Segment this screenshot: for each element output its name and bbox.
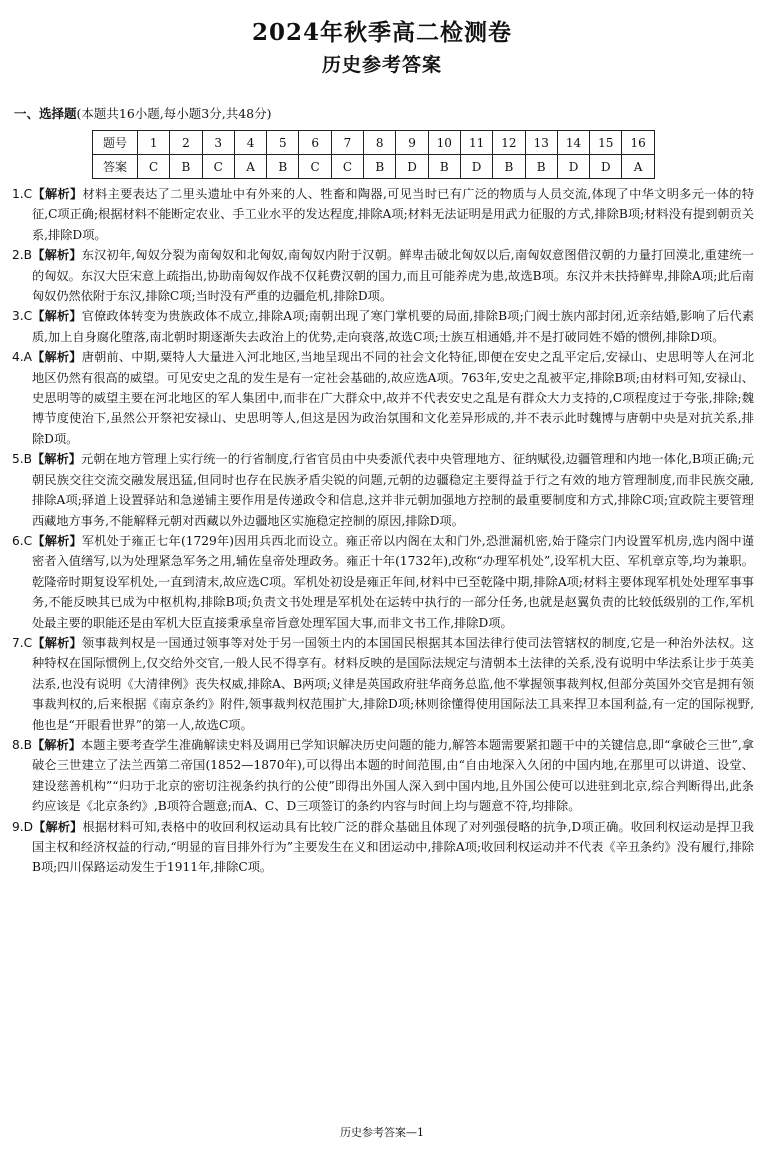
question-explanation (12, 306, 754, 347)
question-explanation (12, 184, 754, 245)
analysis-tag: 【解析】 (32, 635, 82, 650)
explanation-text: 唐朝前、中期,粟特人大量进入河北地区,当地呈现出不同的社会文化特征,即便在安史之乱平定后,安禄山、史思明等人在河北地区仍然有很高的威望。可见安史之乱的发生是有一定社会基础的,故应选A项。763年,安史之乱被平定,排除B项;由材料可知,安禄山、史思明等的威望主要在河北地区的军人集团中,而非在广大群众中,故并不代表安史之乱是有群众大力支持的,C项程度过于夸张,排除;魏博节度使治下,虽然公开祭祀安禄山、史思明等人,但这是因为政治氛围和文化差异形成的,并不表示此时魏博与唐朝中央是对抗关系,排除D项。 (32, 350, 755, 446)
answer-table-row-label: 答案 (93, 155, 138, 179)
explanation-text: 本题主要考查学生准确解读史料及调用已学知识解决历史问题的能力,解答本题需要紧扣题干中的关键信息,即“拿破仑三世”,拿破仑三世建立了法兰西第二帝国(1852—1870年),可以得出本题的时间范围,由“自由地深入久闭的中国内地,在那里可以讲道、设堂、建设慈善机构”“归功于北京的密切注视条约执行的公使”即得出外国人深入到中国内地,且外国公使可以进驻到北京,综合判断得出,此条约应该是《北京条约》,B项符合题意;而A、C、D三项签订的条约内容与时间上均与题意不符,均排除。 (32, 737, 754, 814)
answer-cell: B (428, 155, 460, 179)
question-number-cell: 8 (364, 131, 396, 155)
section-note: (本题共16小题,每小题3分,共48分) (76, 106, 272, 121)
question-number: 4.A (12, 350, 32, 365)
answer-cell: B (364, 155, 396, 179)
question-explanation (12, 735, 754, 817)
question-number-cell: 12 (493, 131, 525, 155)
question-number-cell: 3 (202, 131, 234, 155)
answer-cell: B (525, 155, 557, 179)
answer-cell: B (170, 155, 202, 179)
explanation-text: 官僚政体转变为贵族政体不成立,排除A项;南朝出现了寒门掌机要的局面,排除B项;门阀士族内部封闭,近亲结婚,影响了后代素质,加上自身腐化堕落,南北朝时期逐渐失去政治上的优势,走向衰落,故选C项;士族互相通婚,并不是打破同姓不婚的惯例,排除D项。 (32, 309, 755, 344)
answer-cell: B (493, 155, 525, 179)
answer-cell: D (460, 155, 492, 179)
question-explanation (12, 449, 754, 531)
explanation-text: 军机处于雍正七年(1729年)因用兵西北而设立。雍正帝以内阁在太和门外,恐泄漏机密,始于隆宗门内设置军机房,选内阁中谨密者入值缮写,以为处理紧急军务之用,辅佐皇帝处理政务。雍正十年(1732年),改称“办理军机处”,设军机大臣、军机章京等,均为兼职。乾隆帝时期复设军机处,一直到清末,故应选C项。军机处初设是雍正年间,材料中已至乾隆中期,排除A项;材料主要体现军机处处理军事事务,不能反映其已成为中枢机构,排除B项;负责文书处理是军机处在运转中执行的一部分任务,也就是赵翼负责的比较低级别的工作,军机处最主要的职能还是由军机大臣直接秉承皇帝旨意处理军国大事,而非文书工作,排除D项。 (32, 533, 754, 630)
explanation-text: 材料主要表达了二里头遗址中有外来的人、牲畜和陶器,可见当时已有广泛的物质与人员交流,体现了中华文明多元一体的特征,C项正确;根据材料不能断定农业、手工业水平的发达程度,排除A项;材料无法证明是用武力征服的方式,排除B项;材料没有提到朝贡关系,排除D项。 (32, 187, 755, 242)
question-explanation (12, 347, 754, 449)
answer-table-number-row (93, 131, 655, 155)
answer-cell: B (267, 155, 299, 179)
answer-cell: A (622, 155, 654, 179)
answer-cell: C (202, 155, 234, 179)
document-title: 2024年秋季高二检测卷 (251, 19, 512, 46)
question-number-cell: 9 (396, 131, 428, 155)
answer-cell: D (590, 155, 622, 179)
question-number: 6.C (12, 533, 33, 548)
analysis-tag: 【解析】 (32, 309, 82, 324)
section-heading (14, 104, 271, 122)
question-number: 8.B (12, 737, 32, 752)
page-footer: 历史参考答案—1 (340, 1126, 424, 1139)
question-number-cell: 4 (234, 131, 266, 155)
answer-table-answer-row (93, 155, 655, 179)
question-explanation (12, 817, 754, 878)
answer-cell: C (331, 155, 363, 179)
answer-cell: C (138, 155, 170, 179)
question-number-cell: 13 (525, 131, 557, 155)
explanation-text: 东汉初年,匈奴分裂为南匈奴和北匈奴,南匈奴内附于汉朝。鲜卑击破北匈奴以后,南匈奴意图借汉朝的力量打回漠北,重建统一的匈奴。东汉大臣宋意上疏指出,协助南匈奴作战不仅耗费汉朝的国力,而且可能养虎为患,故选B项。东汉并未扶持鲜卑,排除A项;此后南匈奴仍然依附于东汉,排除C项;当时没有严重的边疆危机,排除D项。 (32, 248, 754, 304)
analysis-tag: 【解析】 (32, 248, 82, 263)
analysis-tag: 【解析】 (32, 533, 82, 548)
question-explanation (12, 633, 754, 735)
question-number-cell: 15 (590, 131, 622, 155)
question-number-cell: 1 (138, 131, 170, 155)
analysis-tag: 【解析】 (31, 350, 82, 365)
question-number: 3.C (12, 309, 33, 324)
section-title: 一、选择题 (14, 106, 77, 121)
question-number-cell: 6 (299, 131, 331, 155)
question-number: 1.C (12, 187, 33, 201)
analysis-tag: 【解析】 (32, 452, 81, 467)
answer-cell: A (234, 155, 266, 179)
question-number-cell: 2 (170, 131, 202, 155)
answer-cell: D (396, 155, 428, 179)
question-list (12, 184, 754, 878)
question-number: 2.B (12, 248, 32, 263)
explanation-text: 根据材料可知,表格中的收回利权运动具有比较广泛的群众基础且体现了对列强侵略的抗争,D项正确。收回利权运动是捍卫我国主权和经济权益的行动,“明显的盲目排外行为”主要发生在义和团运动中,排除A项;收回利权运动并不代表《辛丑条约》没有履行,排除B项;四川保路运动发生于1911年,排除C项。 (32, 819, 754, 875)
answer-cell: D (557, 155, 589, 179)
document-subtitle: 历史参考答案 (321, 54, 442, 76)
question-number-cell: 16 (622, 131, 654, 155)
question-number-cell: 7 (331, 131, 363, 155)
question-number-cell: 5 (267, 131, 299, 155)
explanation-text: 领事裁判权是一国通过领事等对处于另一国领土内的本国国民根据其本国法律行使司法管辖权的制度,它是一种治外法权。这种特权在国际惯例上,仅交给外交官,一般人民不得享有。材料反映的是国际法规定与清朝本土法律的关系,没有说明中华法系让步于英美法系,也没有说明《大清律例》丧失权威,排除A、B两项;义律是英国政府驻华商务总监,他不掌握领事裁判权,但部分英国外交官是拥有领事裁判权的,后来根据《南京条约》附件,领事裁判权范围扩大,排除D项;林则徐懂得使用国际法工具来捍卫本国利益,有一定的国际视野,他也是“开眼看世界”的第一人,故选C项。 (32, 635, 755, 732)
answer-table (92, 130, 655, 179)
question-number: 9.D (12, 819, 34, 834)
question-explanation (12, 531, 754, 633)
answer-cell: C (299, 155, 331, 179)
analysis-tag: 【解析】 (32, 187, 83, 201)
question-number-cell: 11 (460, 131, 492, 155)
question-number-cell: 14 (557, 131, 589, 155)
question-explanation (12, 245, 754, 306)
analysis-tag: 【解析】 (32, 737, 82, 752)
analysis-tag: 【解析】 (33, 819, 83, 834)
answer-table-row-label: 题号 (93, 131, 138, 155)
explanation-text: 元朝在地方管理上实行统一的行省制度,行省官员由中央委派代表中央管理地方、征纳赋役,边疆管理和内地一体化,B项正确;元朝民族交往交流交融发展迅猛,但同时也存在民族矛盾尖锐的问题,元朝的边疆稳定主要得益于行之有效的地方管理制度,而非民族交融,排除A项;驿道上设置驿站和急递铺主要作用是传递政令和信息,这并非元朝加强地方控制的最重要制度和方式,排除C项;宣政院主要管理西藏地方事务,不能解释元朝对西藏以外边疆地区实施稳定控制的原因,排除D项。 (32, 452, 754, 528)
question-number-cell: 10 (428, 131, 460, 155)
question-number: 7.C (12, 635, 33, 650)
question-number: 5.B (12, 452, 32, 467)
